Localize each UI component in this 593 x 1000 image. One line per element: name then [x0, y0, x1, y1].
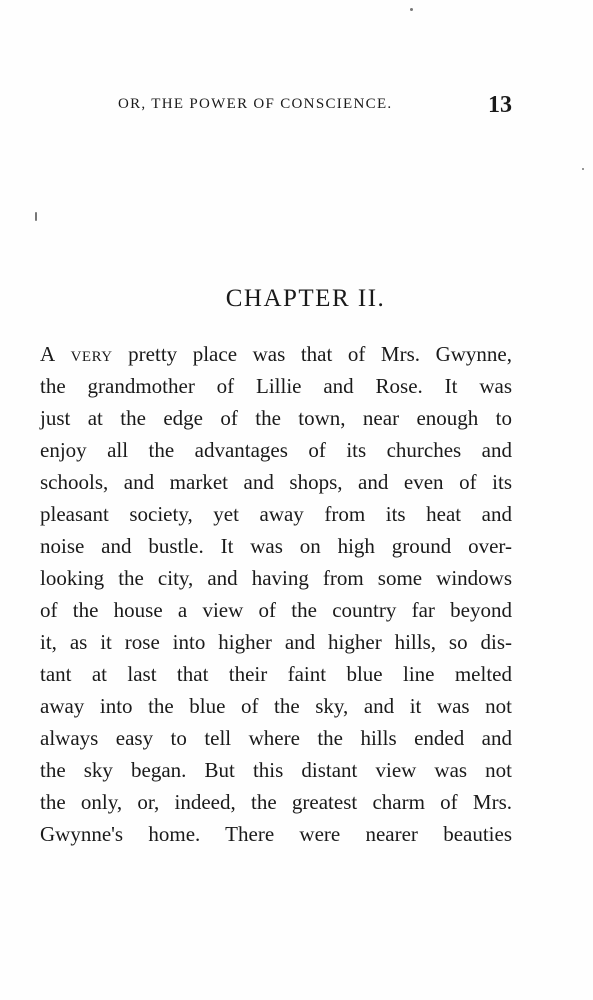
paper-speck — [582, 168, 584, 170]
text-line: the only, or, indeed, the greatest charm of Mrs. — [40, 790, 512, 814]
text-line: schools, and market and shops, and even of its — [40, 470, 512, 494]
text-line: tant at last that their faint blue line melted — [40, 662, 512, 686]
body-paragraph — [40, 338, 512, 850]
lead-word: A very — [40, 342, 113, 366]
text-line: the sky began. But this distant view was not — [40, 758, 512, 782]
text-line: always easy to tell where the hills ended and — [40, 726, 512, 750]
paper-speck — [35, 212, 37, 221]
text-line: looking the city, and having from some windows — [40, 566, 512, 590]
chapter-heading: CHAPTER II. — [225, 285, 386, 312]
text-line: enjoy all the advantages of its churches and — [40, 438, 512, 462]
running-head — [118, 92, 514, 122]
text-line: the grandmother of Lillie and Rose. It was — [40, 374, 512, 398]
paper-speck — [410, 8, 413, 11]
running-head-title: OR, THE POWER OF CONSCIENCE. — [118, 96, 393, 112]
text-line: Gwynne's home. There were nearer beauties — [40, 822, 512, 846]
text-line: pleasant society, yet away from its heat and — [40, 502, 512, 526]
text-line: away into the blue of the sky, and it was not — [40, 694, 512, 718]
text-line: A very pretty place was that of Mrs. Gwynne, — [40, 342, 512, 366]
text-line: noise and bustle. It was on high ground over- — [40, 534, 512, 558]
text-line: of the house a view of the country far beyond — [40, 598, 512, 622]
text-line: just at the edge of the town, near enough to — [40, 406, 512, 430]
page-number: 13 — [488, 92, 512, 118]
text-line: it, as it rose into higher and higher hills, so dis- — [40, 630, 512, 654]
